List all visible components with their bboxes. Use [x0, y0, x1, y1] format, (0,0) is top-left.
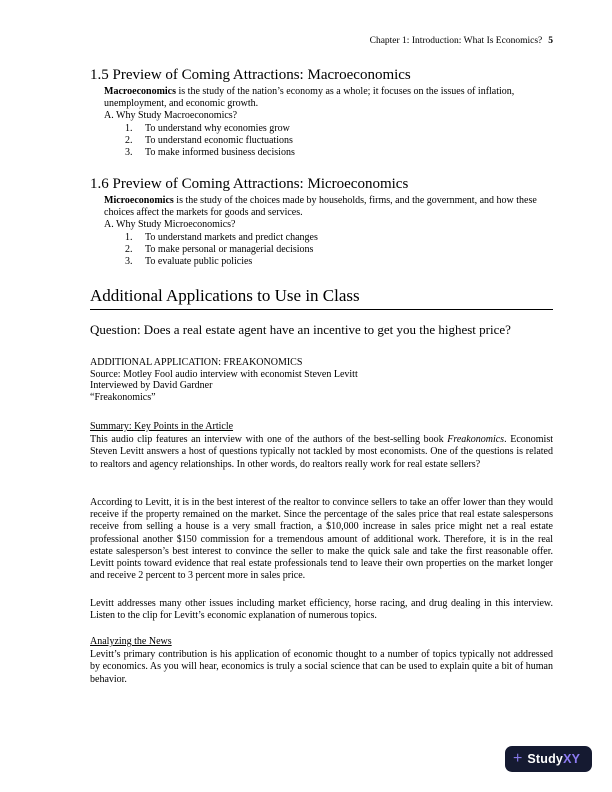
- list-text: To understand economic fluctuations: [145, 134, 293, 146]
- section-body: [104, 86, 553, 159]
- summary-paragraph-2: According to Levitt, it is in the best interest of the realtor to convince sellers to take an offer lower than they would receive if the property remained on the market. Since the percentage of the sales price that real estate salespersons receive from selling a house is a very small fraction, a $10,000 increase in sales price might net a real estate professional another $150 commission for a tremendous amount of additional work. Therefore, it is in the real estate salesperson’s best interest to convince the seller to make the quick sale and take the first reasonable offer. Levitt points toward evidence that real estate professionals tend to leave their own properties on the market longer and receive 2 percent to 3 percent more in sales price.: [90, 497, 553, 582]
- list-text: To make informed business decisions: [145, 147, 295, 159]
- analyzing-paragraph: Levitt’s primary contribution is his application of economic thought to a number of topics typically not addressed by economics. As you will hear, economics is truly a social science that can be used to explain quite a bit of human behavior.: [90, 649, 553, 685]
- list-item: [125, 147, 553, 159]
- application-info: [90, 357, 553, 403]
- definition-text: is the study of the choices made by households, firms, and the government, and how these choices affect the markets for goods and services.: [104, 195, 537, 219]
- summary-p1-text-cont: . Economist Steven Levitt answers a host of questions typically not tackled by most economists. One of the questions is related to realtors and agency relationships. In other words, do realtors really work for real estate sellers?: [90, 434, 553, 470]
- analyzing-section: [90, 636, 553, 686]
- analyzing-heading: Analyzing the News: [90, 636, 172, 647]
- list-item: [125, 256, 553, 268]
- summary-p1-text: This audio clip features an interview with one of the authors of the best-selling book: [90, 434, 448, 446]
- section-body: [104, 195, 553, 268]
- section-heading-macroeconomics: 1.5 Preview of Coming Attractions: Macroeconomics: [90, 67, 411, 83]
- list-number: 2.: [125, 134, 133, 146]
- page-number: 5: [548, 36, 553, 46]
- section-microeconomics: [90, 176, 553, 268]
- list-number: 2.: [125, 243, 133, 255]
- definition-paragraph: [104, 195, 553, 219]
- summary-paragraph-1: [90, 434, 553, 471]
- section-macroeconomics: [90, 67, 553, 159]
- list-text: To make personal or managerial decisions: [145, 243, 314, 255]
- summary-section: [90, 421, 553, 471]
- subheading-why-study-macro: A. Why Study Macroeconomics?: [104, 110, 238, 122]
- application-interviewer: Interviewed by David Gardner: [90, 380, 213, 391]
- list-number: 1.: [125, 122, 133, 134]
- summary-paragraph-3: Levitt addresses many other issues including market efficiency, horse racing, and drug dealing in this interview. Listen to the clip for Levitt’s economic explanation of numerous topics.: [90, 598, 553, 622]
- term-macroeconomics: Macroeconomics: [104, 86, 177, 97]
- list-item: [125, 232, 553, 244]
- book-title-freakonomics: Freakonomics: [447, 434, 505, 446]
- list-number: 3.: [125, 256, 133, 268]
- additional-applications-heading: Additional Applications to Use in Class: [90, 286, 553, 310]
- list-item: [125, 135, 553, 147]
- question-line: Question: Does a real estate agent have an incentive to get you the highest price?: [90, 322, 511, 337]
- list-text: To understand markets and predict changes: [145, 231, 318, 243]
- logo-text-study: Study: [527, 752, 564, 766]
- plus-icon: +: [513, 749, 523, 767]
- studyxy-logo: [505, 746, 592, 772]
- logo-text-xy: XY: [563, 752, 581, 766]
- running-head: Chapter 1: Introduction: What Is Economics?: [369, 36, 543, 46]
- list-item: [125, 123, 553, 135]
- section-heading-microeconomics: 1.6 Preview of Coming Attractions: Microeconomics: [90, 176, 409, 192]
- subheading-why-study-micro: A. Why Study Microeconomics?: [104, 219, 236, 231]
- list-text: To understand why economies grow: [145, 122, 290, 134]
- list-text: To evaluate public policies: [145, 256, 253, 268]
- term-microeconomics: Microeconomics: [104, 195, 174, 206]
- application-source: Source: Motley Fool audio interview with economist Steven Levitt: [90, 368, 358, 380]
- list-number: 3.: [125, 147, 133, 159]
- definition-text: is the study of the nation’s economy as a whole; it focuses on the issues of inflation, unemployment, and economic growth.: [104, 86, 515, 110]
- application-clip-title: “Freakonomics”: [90, 391, 156, 403]
- page-header: [90, 36, 553, 47]
- application-title: ADDITIONAL APPLICATION: FREAKONOMICS: [90, 357, 303, 368]
- list-number: 1.: [125, 231, 133, 243]
- definition-paragraph: [104, 86, 553, 110]
- summary-heading: Summary: Key Points in the Article: [90, 421, 234, 432]
- list-item: [125, 244, 553, 256]
